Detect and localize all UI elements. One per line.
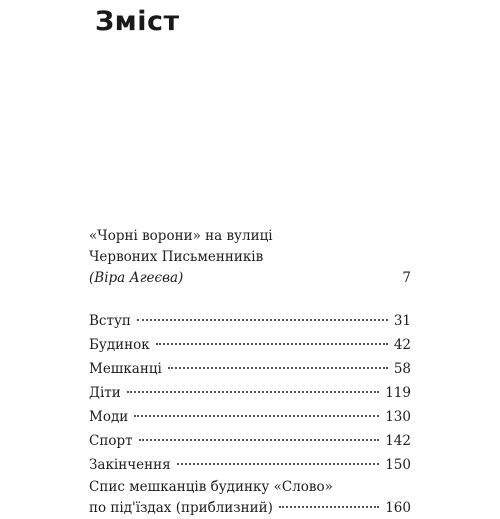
toc-entry (89, 309, 411, 333)
toc-entry (89, 405, 411, 429)
dot-leader (137, 319, 388, 321)
toc-entry-second-row (89, 498, 411, 519)
toc-entry-page: 58 (393, 361, 411, 377)
dot-leader (156, 343, 388, 345)
toc-entry-title: Вступ (89, 313, 131, 329)
dot-leader (168, 367, 388, 369)
toc-entry-title: Діти (89, 385, 121, 401)
intro-entry (89, 226, 411, 289)
toc-entry (89, 357, 411, 381)
toc-entry-title-line-2: по під'їздах (приблизний) (89, 500, 273, 516)
dot-leader (127, 391, 379, 393)
toc-entry-page: 130 (385, 409, 411, 425)
toc-entry-page: 150 (385, 457, 411, 473)
table-of-contents (89, 309, 411, 519)
dot-leader (134, 415, 379, 417)
intro-title-line-2: Червоних Письменників (89, 249, 264, 265)
toc-entry-residents-list (89, 477, 411, 519)
intro-author-row (89, 268, 411, 289)
intro-author: (Віра Агеєва) (89, 270, 184, 286)
toc-entry-title: Будинок (89, 337, 150, 353)
toc-entry-title: Закінчення (89, 457, 171, 473)
dot-leader (177, 463, 380, 465)
toc-entry-page: 160 (385, 500, 411, 516)
toc-entry (89, 453, 411, 477)
toc-entry-title: Моди (89, 409, 129, 425)
dot-leader (139, 439, 380, 441)
dot-leader (279, 506, 379, 508)
toc-entry-title: Спорт (89, 433, 133, 449)
toc-entry (89, 333, 411, 357)
page-title: Зміст (95, 6, 180, 37)
toc-entry-page: 42 (393, 337, 411, 353)
intro-title-line-1: «Чорні ворони» на вулиці (89, 228, 273, 244)
toc-entry-page: 142 (385, 433, 411, 449)
toc-entry-title: Мешканці (89, 361, 162, 377)
toc-entry-page: 31 (393, 313, 411, 329)
intro-page-number: 7 (402, 270, 411, 286)
toc-entry (89, 429, 411, 453)
toc-entry (89, 381, 411, 405)
toc-entry-page: 119 (385, 385, 411, 401)
toc-entry-title-line-1: Спис мешканців будинку «Слово» (89, 479, 333, 495)
